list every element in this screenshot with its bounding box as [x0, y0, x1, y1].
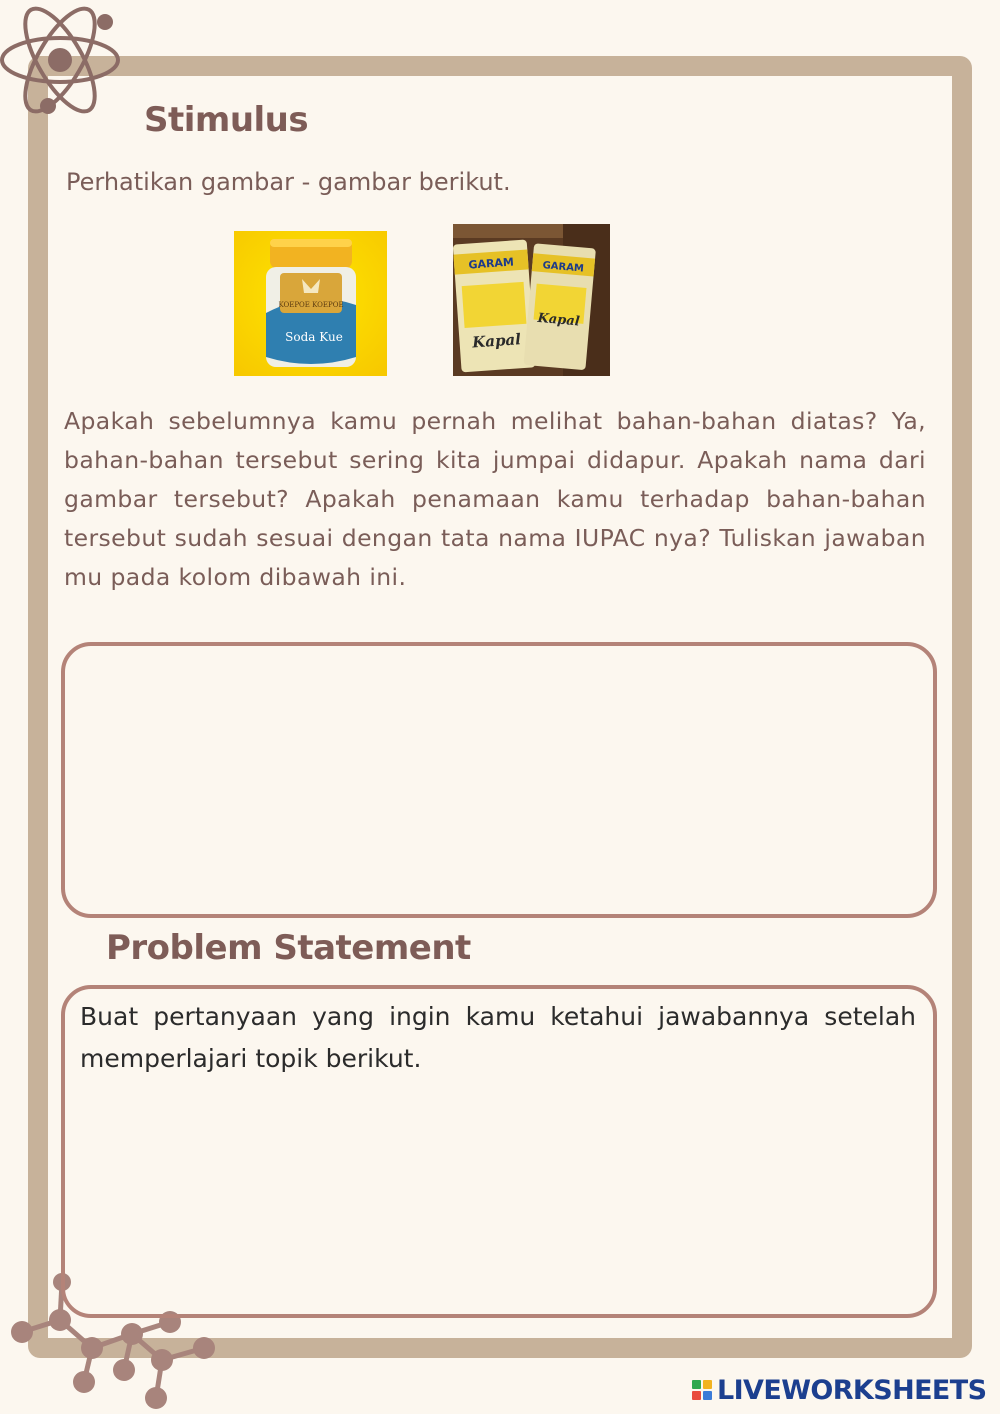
- stimulus-answer-field[interactable]: [61, 642, 937, 918]
- garam-kapal-image: [453, 224, 610, 376]
- soda-kue-image: [234, 231, 387, 376]
- atom-icon: [0, 0, 125, 125]
- stimulus-paragraph: Apakah sebelumnya kamu pernah melihat bahan-bahan diatas? Ya, bahan-bahan tersebut sering kita jumpai didapur. Apakah nama dari gambar tersebut? Apakah penamaan kamu terhadap bahan-bahan tersebut sudah sesuai dengan tata nama IUPAC nya? Tuliskan jawaban mu pada kolom dibawah ini.: [64, 407, 926, 591]
- liveworksheets-icon: [692, 1380, 712, 1400]
- problem-statement-heading: Problem Statement: [106, 928, 471, 968]
- stimulus-heading: Stimulus: [144, 100, 309, 140]
- salt-brand-label: Kapal: [471, 330, 522, 352]
- salt-name-label: GARAM: [468, 255, 515, 272]
- stimulus-intro: Perhatikan gambar - gambar berikut.: [66, 168, 511, 196]
- liveworksheets-logo[interactable]: [692, 1372, 986, 1408]
- salt-name-label-2: GARAM: [542, 260, 585, 275]
- soda-product-label: Soda Kue: [285, 330, 343, 344]
- problem-statement-answer-field[interactable]: [80, 1090, 916, 1302]
- soda-brand-label: KOEPOE KOEPOE: [278, 301, 344, 309]
- problem-statement-prompt: Buat pertanyaan yang ingin kamu ketahui jawabannya setelah memperlajari topik berikut.: [80, 1002, 916, 1073]
- salt-brand-label-2: Kapal: [536, 310, 581, 330]
- liveworksheets-logo-text: LIVEWORKSHEETS: [717, 1374, 987, 1406]
